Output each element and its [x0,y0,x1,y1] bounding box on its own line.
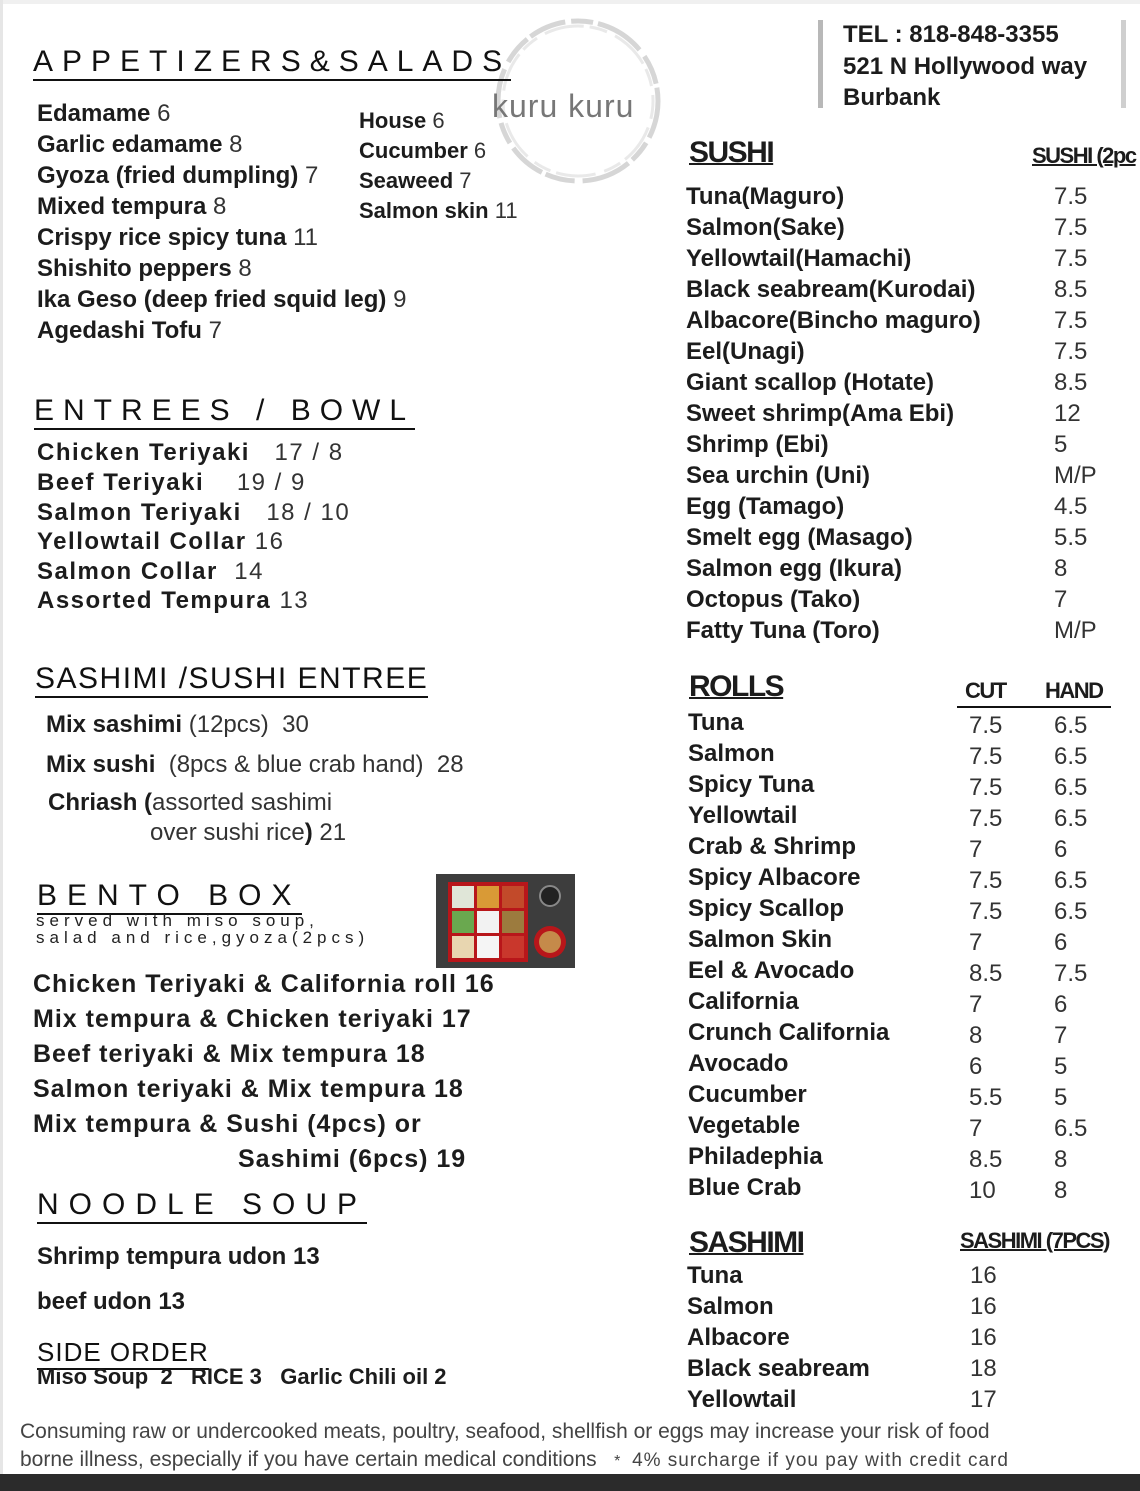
menu-item: Chicken Teriyaki & California roll 16 [33,970,495,998]
menu-item: Shrimp (Ebi) 5 [686,431,1068,458]
menu-item: Yellowtail 17 [687,1386,997,1413]
sashimi-entree-heading: SASHIMI /SUSHI ENTREE [35,662,428,698]
food-warning-text: borne illness, especially if you have certain medical conditions [20,1448,597,1471]
top-border [0,0,1140,4]
chirash-detail: over sushi rice) 21 [150,819,347,846]
menu-item: Salmon Collar 14 [37,558,264,585]
menu-item: Spicy Tuna 7.5 6.5 [688,771,1088,801]
menu-item: Salmon teriyaki & Mix tempura 18 [33,1075,464,1103]
sashimi-column-header: SASHIMI (7PCS) [960,1228,1109,1253]
menu-item: Cucumber 6 [359,138,487,163]
menu-item: Eel(Unagi) 7.5 [686,338,1088,365]
menu-item: Crab & Shrimp 7 6 [688,833,1068,863]
rolls-column-headers [957,678,1111,708]
bottom-border [0,1474,1140,1491]
menu-item: Cucumber 5.5 5 [688,1081,1068,1111]
menu-item: Ika Geso (deep fried squid leg) 9 [37,286,407,313]
menu-item: Salmon skin 11 [359,198,518,223]
menu-item: Sea urchin (Uni) M/P [686,462,1097,489]
entrees-list [37,439,350,617]
bento-heading: BENTO BOX [37,879,302,915]
street-address: 521 N Hollywood way [843,53,1088,80]
menu-item: beef udon 13 [37,1288,186,1315]
sushi-list [686,182,1106,647]
entrees-heading: ENTREES / BOWL [34,394,415,430]
menu-item: Albacore 16 [687,1324,997,1351]
side-order-items: Miso Soup 2 RICE 3 Garlic Chili oil 2 [37,1364,447,1389]
menu-item: Assorted Tempura 13 [37,587,310,614]
menu-item: Tuna 7.5 6.5 [688,709,1088,739]
menu-item: Seaweed 7 [359,168,472,193]
bento-subtitle-line: served with miso soup, [36,911,319,930]
menu-item: Mix sashimi (12pcs) 30 [46,711,309,738]
menu-item: Spicy Albacore 7.5 6.5 [688,864,1088,894]
menu-item-continued: Sashimi (6pcs) 19 [238,1145,467,1173]
menu-item: Albacore(Bincho maguro) 7.5 [686,307,1088,334]
menu-item: Gyoza (fried dumpling) 7 [37,162,319,189]
sashimi-heading: SASHIMI [689,1226,804,1259]
menu-item: Salmon 16 [687,1293,997,1320]
menu-item: Tuna(Maguro) 7.5 [686,183,1088,210]
bento-subtitle-line: salad and rice,gyoza(2pcs) [36,928,370,947]
menu-item: Smelt egg (Masago) 5.5 [686,524,1088,551]
menu-item: Spicy Scallop 7.5 6.5 [688,895,1088,925]
menu-item: Sweet shrimp(Ama Ebi) 12 [686,400,1081,427]
menu-item: Black seabream(Kurodai) 8.5 [686,276,1088,303]
menu-item: California 7 6 [688,988,1068,1018]
appetizers-heading: APPETIZERS&SALADS [33,45,511,81]
food-warning-line [20,1448,1009,1472]
menu-item: Mix tempura & Chicken teriyaki 17 [33,1005,472,1033]
menu-item: Mix sushi (8pcs & blue crab hand) 28 [46,751,464,778]
sushi-column-header: SUSHI (2pc [1032,143,1136,168]
menu-item: Black seabream 18 [687,1355,997,1382]
salads-list [359,108,518,228]
menu-item: Salmon Teriyaki 18 / 10 [37,499,351,526]
logo-text: kuru kuru [492,88,635,124]
asterisk: * [614,1453,621,1470]
menu-item: Salmon Skin 7 6 [688,926,1068,956]
menu-item: Tuna 16 [687,1262,997,1289]
menu-item: House 6 [359,108,445,133]
menu-item: Salmon 7.5 6.5 [688,740,1088,770]
menu-item: Salmon egg (Ikura) 8 [686,555,1068,582]
menu-item: Vegetable 7 6.5 [688,1112,1088,1142]
hand-header: HAND [1045,678,1103,703]
bento-box-photo [436,874,575,968]
menu-item: Mixed tempura 8 [37,193,227,220]
city: Burbank [843,84,941,111]
menu-item: Shishito peppers 8 [37,255,252,282]
menu-item: Garlic edamame 8 [37,131,243,158]
menu-item: Beef Teriyaki 19 / 9 [37,469,306,496]
rolls-heading: ROLLS [689,670,784,703]
food-warning-line: Consuming raw or undercooked meats, poultry, seafood, shellfish or eggs may increase your risk of food [20,1420,990,1443]
phone-number: TEL : 818-848-3355 [843,21,1059,48]
bento-list [33,970,495,1145]
sashimi-list [687,1261,1107,1416]
sushi-heading: SUSHI [689,136,774,169]
noodle-heading: NOODLE SOUP [37,1188,367,1224]
rolls-list [688,708,1118,1204]
menu-item: Shrimp tempura udon 13 [37,1243,320,1270]
menu-item: Beef teriyaki & Mix tempura 18 [33,1040,426,1068]
menu-item: Octopus (Tako) 7 [686,586,1068,613]
menu-item: Yellowtail Collar 16 [37,528,285,555]
menu-item: Mix tempura & Sushi (4pcs) or [33,1110,422,1138]
side-order-heading: SIDE ORDER [37,1337,209,1370]
contact-divider-left [818,20,823,108]
left-border [0,0,3,1474]
contact-divider-right [1121,20,1126,108]
menu-item-chirash: Chriash (assorted sashimi [48,789,333,816]
menu-item: Giant scallop (Hotate) 8.5 [686,369,1088,396]
menu-item: Fatty Tuna (Toro) M/P [686,617,1097,644]
menu-item: Crispy rice spicy tuna 11 [37,224,319,251]
cut-header: CUT [965,678,1006,703]
menu-item: Crunch California 8 7 [688,1019,1068,1049]
menu-item: Philadephia 8.5 8 [688,1143,1068,1173]
menu-item: Egg (Tamago) 4.5 [686,493,1088,520]
menu-item: Edamame 6 [37,100,171,127]
appetizers-list-left [37,100,406,348]
menu-item: Yellowtail 7.5 6.5 [688,802,1088,832]
menu-item: Blue Crab 10 8 [688,1174,1068,1204]
menu-item: Chicken Teriyaki 17 / 8 [37,439,344,466]
menu-item: Yellowtail(Hamachi) 7.5 [686,245,1088,272]
menu-item: Avocado 6 5 [688,1050,1068,1080]
menu-item: Salmon(Sake) 7.5 [686,214,1088,241]
bento-subtitle [36,912,369,946]
menu-item: Agedashi Tofu 7 [37,317,222,344]
menu-item: Eel & Avocado 8.5 7.5 [688,957,1088,987]
surcharge-note: 4% surcharge if you pay with credit card [632,1450,1009,1471]
